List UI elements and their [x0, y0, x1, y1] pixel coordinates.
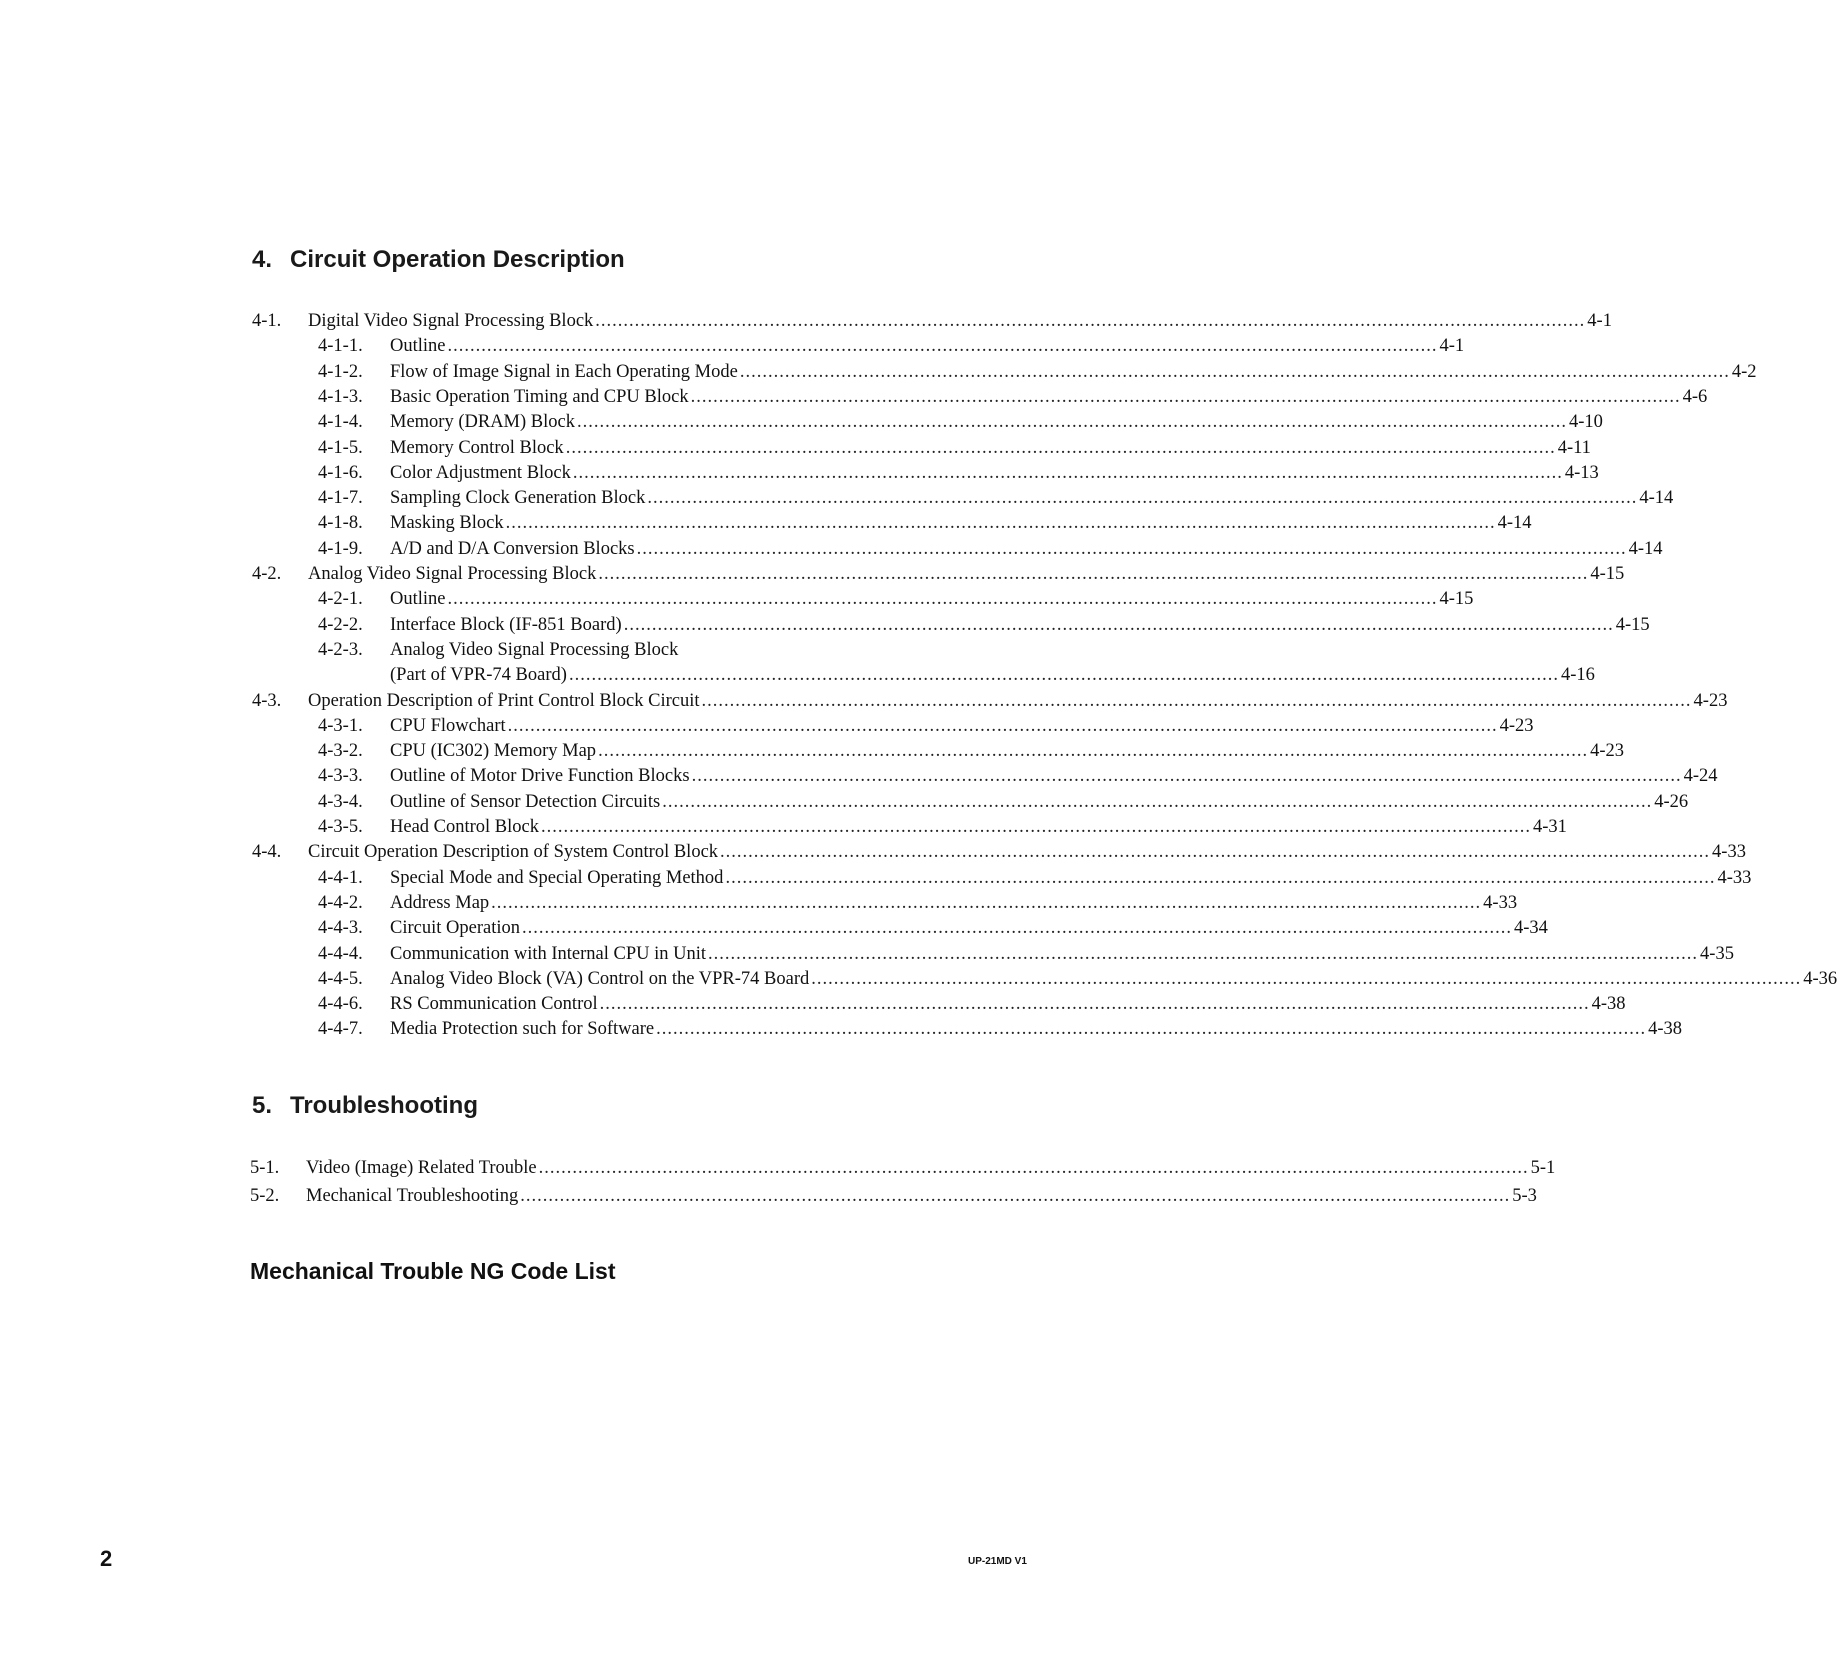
toc-entry-title: Mechanical Troubleshooting — [306, 1186, 519, 1206]
toc-dot-leader — [539, 1155, 1529, 1181]
toc-entry-title: Flow of Image Signal in Each Operating Mode — [390, 361, 738, 382]
toc-entry-number: 4-1. — [252, 311, 282, 331]
toc-entry-number: 4-4. — [252, 842, 282, 863]
toc-entry-page: 4-14 — [1497, 513, 1532, 534]
toc-entry-number: 4-4-7. — [318, 1019, 363, 1040]
toc-entry-number: 5-2. — [250, 1186, 280, 1206]
toc-entry-page: 4-16 — [1560, 665, 1595, 686]
toc-dot-leader — [691, 384, 1681, 410]
toc-dot-leader — [491, 890, 1481, 916]
toc-dot-leader — [647, 485, 1637, 511]
toc-entry-page: 5-1 — [1530, 1158, 1556, 1178]
toc-dot-leader — [448, 333, 1438, 359]
toc-entry-title: Memory Control Block — [390, 437, 564, 458]
toc-entry-page: 4-6 — [1682, 386, 1708, 407]
toc-dot-leader — [624, 612, 1614, 638]
toc-entry-title: Video (Image) Related Trouble — [306, 1158, 537, 1178]
toc-entry[interactable] — [318, 612, 1650, 638]
toc-entry-number: 4-2. — [252, 564, 282, 584]
toc-entry-page: 4-15 — [1615, 614, 1650, 635]
section-4-heading — [252, 246, 625, 274]
toc-entry-title: Memory (DRAM) Block — [390, 412, 575, 433]
toc-dot-leader — [595, 308, 1585, 334]
toc-entry[interactable] — [318, 738, 1624, 764]
toc-entry-number: 4-2-3. — [318, 639, 363, 660]
toc-dot-leader — [448, 586, 1438, 612]
toc-entry[interactable] — [250, 1155, 1556, 1181]
toc-entry[interactable] — [318, 763, 1718, 789]
toc-entry[interactable] — [318, 333, 1465, 359]
toc-entry-number: 4-3. — [252, 690, 282, 711]
toc-entry[interactable] — [252, 688, 1728, 714]
toc-entry[interactable] — [252, 561, 1625, 587]
toc-entry-page: 4-24 — [1683, 766, 1718, 787]
toc-entry-page: 4-38 — [1648, 1019, 1682, 1040]
toc-entry-page: 4-38 — [1591, 994, 1626, 1015]
toc-entry-title: Outline of Motor Drive Function Blocks — [390, 766, 690, 787]
toc-entry-number: 4-4-2. — [318, 892, 363, 913]
toc-entry-title: A/D and D/A Conversion Blocks — [390, 538, 635, 559]
toc-entry-title: Circuit Operation Description of System Control Block — [308, 842, 719, 863]
toc-entry[interactable] — [318, 915, 1548, 941]
toc-entry-title: Masking Block — [390, 513, 504, 534]
toc-entry[interactable] — [318, 510, 1532, 536]
toc-dot-leader — [702, 688, 1692, 714]
toc-entry-number: 4-2-1. — [318, 589, 363, 610]
toc-entry-title: Media Protection such for Software — [390, 1019, 655, 1040]
toc-entry-page: 4-23 — [1693, 690, 1728, 711]
toc-dot-leader — [720, 839, 1710, 865]
toc-dot-leader — [508, 713, 1498, 739]
toc-dot-leader — [506, 510, 1496, 536]
toc-entry-title: Sampling Clock Generation Block — [390, 488, 646, 509]
toc-entry-page: 4-11 — [1557, 437, 1591, 458]
toc-entry-number: 4-1-2. — [318, 361, 363, 382]
toc-entry[interactable] — [318, 460, 1599, 486]
toc-entry[interactable] — [252, 308, 1612, 334]
toc-entry-title: Analog Video Signal Processing Block — [308, 564, 597, 584]
toc-entry-title: (Part of VPR-74 Board) — [390, 665, 567, 686]
toc-entry-page: 4-35 — [1700, 943, 1734, 964]
toc-dot-leader — [708, 941, 1698, 967]
toc-entry-page: 4-2 — [1731, 361, 1757, 382]
toc-entry-title: Outline of Sensor Detection Circuits — [390, 791, 661, 812]
toc-entry[interactable] — [318, 662, 1595, 688]
toc-entry-number: 4-1-9. — [318, 538, 363, 559]
toc-entry[interactable] — [318, 991, 1626, 1017]
toc-entry-title: Color Adjustment Block — [390, 462, 571, 483]
toc-entry[interactable] — [318, 890, 1518, 916]
toc-dot-leader — [811, 966, 1801, 992]
toc-entry[interactable] — [318, 409, 1603, 435]
toc-entry-page: 4-33 — [1717, 867, 1752, 888]
toc-entry[interactable] — [318, 865, 1752, 891]
toc-entry-number: 4-1-1. — [318, 336, 363, 357]
toc-entry-title: Interface Block (IF-851 Board) — [390, 614, 622, 635]
toc-entry[interactable] — [318, 966, 1837, 992]
section-5-number: 5. — [252, 1092, 273, 1119]
toc-dot-leader — [740, 359, 1730, 385]
toc-entry-page: 4-1 — [1587, 311, 1612, 331]
toc-entry-page: 4-23 — [1499, 715, 1534, 736]
toc-dot-leader — [520, 1183, 1510, 1209]
toc-entry-page: 4-14 — [1639, 488, 1674, 509]
toc-entry-title: Analog Video Block (VA) Control on the VPR-74 Board — [390, 968, 810, 989]
toc-entry-title: CPU (IC302) Memory Map — [390, 741, 597, 762]
toc-entry-page: 4-13 — [1564, 462, 1599, 483]
toc-entry-page: 4-15 — [1439, 589, 1474, 610]
toc-entry[interactable] — [318, 1016, 1682, 1042]
toc-entry-title: Special Mode and Special Operating Method — [390, 867, 724, 888]
toc-entry-page: 4-14 — [1628, 538, 1663, 559]
toc-dot-leader — [577, 409, 1567, 435]
section-4-title: Circuit Operation Description — [290, 246, 625, 273]
toc-entry-page: 4-33 — [1712, 842, 1746, 863]
toc-entry-page: 4-23 — [1590, 741, 1624, 762]
toc-entry-number: 5-1. — [250, 1158, 280, 1178]
toc-entry-page: 4-33 — [1483, 892, 1518, 913]
toc-entry-number: 4-3-4. — [318, 791, 363, 812]
section-5-heading — [252, 1092, 478, 1120]
toc-entry[interactable] — [318, 586, 1474, 612]
toc-entry-number: 4-3-1. — [318, 715, 363, 736]
toc-entry-page: 4-34 — [1513, 918, 1548, 939]
toc-entry-title: Outline — [390, 589, 446, 610]
toc-entry[interactable] — [318, 789, 1689, 815]
page-number: 2 — [100, 1546, 113, 1571]
toc-entry-number: 4-4-4. — [318, 943, 363, 964]
toc-entry[interactable] — [318, 536, 1663, 562]
toc-entry[interactable] — [318, 485, 1674, 511]
toc-dot-leader — [598, 561, 1588, 587]
toc-entry[interactable] — [318, 814, 1567, 840]
toc-entry-number: 4-4-5. — [318, 968, 363, 989]
toc-dot-leader — [598, 738, 1588, 764]
toc-dot-leader — [725, 865, 1715, 891]
toc-dot-leader — [569, 662, 1559, 688]
toc-entry-number: 4-1-3. — [318, 386, 363, 407]
toc-dot-leader — [637, 536, 1627, 562]
toc-entry-number: 4-1-8. — [318, 513, 363, 534]
toc-entry[interactable] — [318, 941, 1734, 967]
toc-entry[interactable] — [252, 839, 1746, 865]
toc-entry-page: 4-31 — [1533, 817, 1567, 837]
toc-entry[interactable] — [318, 637, 898, 663]
toc-entry-title: Head Control Block — [390, 817, 540, 837]
toc-entry-page: 5-3 — [1512, 1186, 1537, 1206]
toc-entry[interactable] — [318, 359, 1757, 385]
toc-entry-title: CPU Flowchart — [390, 715, 506, 736]
model-label: UP-21MD V1 — [968, 1556, 1027, 1567]
toc-entry-title: Circuit Operation — [390, 918, 520, 939]
toc-entry-page: 4-10 — [1568, 412, 1603, 433]
toc-entry-number: 4-1-4. — [318, 412, 363, 433]
toc-dot-leader — [662, 789, 1652, 815]
toc-entry-number: 4-1-6. — [318, 462, 363, 483]
toc-entry-page: 4-26 — [1654, 791, 1689, 812]
toc-entry-title: Analog Video Signal Processing Block — [390, 639, 679, 660]
toc-entry-number: 4-2-2. — [318, 614, 363, 635]
toc-dot-leader — [692, 763, 1682, 789]
toc-entry-title: RS Communication Control — [390, 994, 598, 1015]
toc-dot-leader — [541, 814, 1531, 840]
toc-entry-title: Basic Operation Timing and CPU Block — [390, 386, 689, 407]
ng-code-list-heading: Mechanical Trouble NG Code List — [250, 1258, 616, 1284]
toc-entry-number: 4-4-6. — [318, 994, 363, 1015]
toc-entry-title: Outline — [390, 336, 446, 357]
toc-entry-number: 4-3-2. — [318, 741, 363, 762]
toc-entry-title: Address Map — [390, 892, 490, 913]
toc-entry-number: 4-3-3. — [318, 766, 363, 787]
toc-entry-number: 4-3-5. — [318, 817, 363, 837]
toc-entry-page: 4-1 — [1439, 336, 1465, 357]
toc-entry[interactable] — [250, 1183, 1537, 1209]
toc-entry-number: 4-1-5. — [318, 437, 363, 458]
toc-entry-number: 4-4-3. — [318, 918, 363, 939]
toc-dot-leader — [573, 460, 1563, 486]
toc-entry-title: Operation Description of Print Control Block Circuit — [308, 690, 700, 711]
toc-entry[interactable] — [318, 713, 1534, 739]
toc-dot-leader — [600, 991, 1590, 1017]
toc-entry-page: 4-15 — [1590, 564, 1625, 584]
toc-dot-leader — [522, 915, 1512, 941]
toc-dot-leader — [566, 435, 1556, 461]
section-5-title: Troubleshooting — [290, 1092, 478, 1119]
toc-dot-leader — [656, 1016, 1646, 1042]
section-4-number: 4. — [252, 246, 273, 273]
toc-entry-page: 4-36 — [1803, 968, 1837, 989]
toc-entry[interactable] — [318, 384, 1708, 410]
toc-entry-title: Communication with Internal CPU in Unit — [390, 943, 707, 964]
toc-entry[interactable] — [318, 435, 1591, 461]
toc-entry-number: 4-4-1. — [318, 867, 363, 888]
toc-entry-title: Digital Video Signal Processing Block — [308, 311, 594, 331]
toc-entry-number: 4-1-7. — [318, 488, 363, 509]
